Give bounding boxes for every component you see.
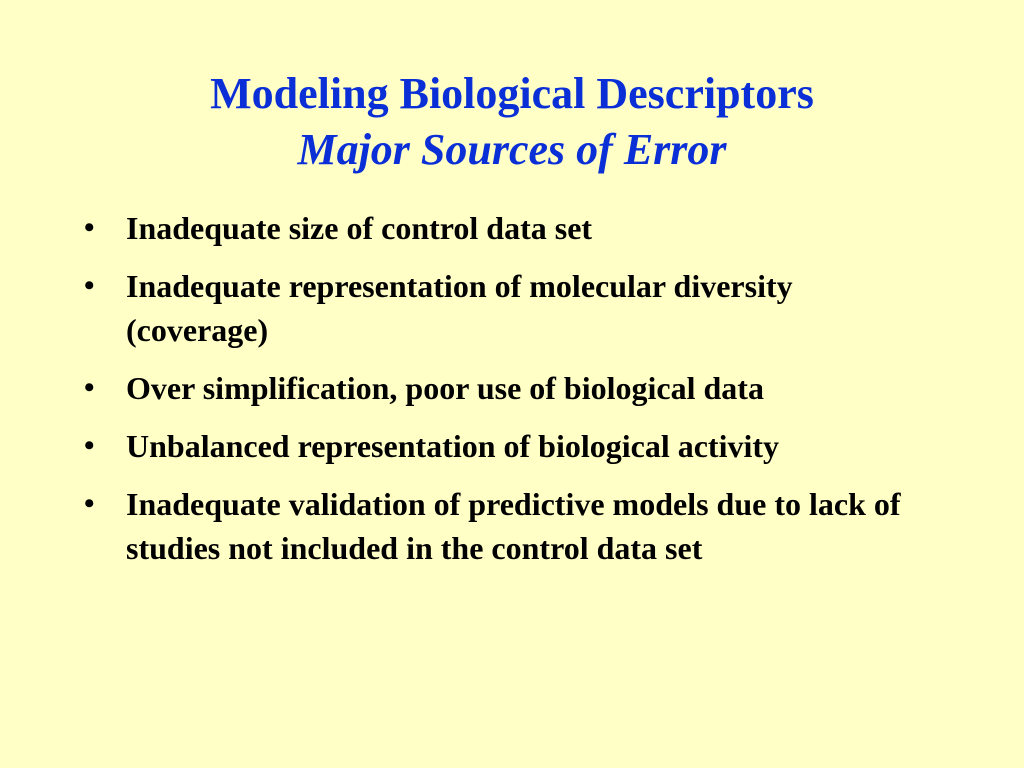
bullet-list xyxy=(84,206,934,584)
bullet-marker: • xyxy=(84,211,95,244)
bullet-text: Inadequate validation of predictive models due to lack of studies not included in the control data set xyxy=(126,486,901,566)
bullet-marker: • xyxy=(84,371,95,404)
title-block xyxy=(0,66,1024,178)
bullet-text: Over simplification, poor use of biological data xyxy=(126,370,764,406)
bullet-marker: • xyxy=(84,429,95,462)
slide-subtitle: Major Sources of Error xyxy=(297,125,727,174)
bullet-marker: • xyxy=(84,487,95,520)
bullet-text: Unbalanced representation of biological activity xyxy=(126,428,780,464)
bullet-item xyxy=(84,366,934,410)
bullet-item xyxy=(84,424,934,468)
bullet-item xyxy=(84,482,934,570)
slide-title: Modeling Biological Descriptors xyxy=(210,69,814,118)
bullet-item xyxy=(84,206,934,250)
bullet-item xyxy=(84,264,934,352)
bullet-marker: • xyxy=(84,269,95,302)
bullet-text: Inadequate representation of molecular diversity (coverage) xyxy=(126,268,793,348)
bullet-text: Inadequate size of control data set xyxy=(126,210,593,246)
